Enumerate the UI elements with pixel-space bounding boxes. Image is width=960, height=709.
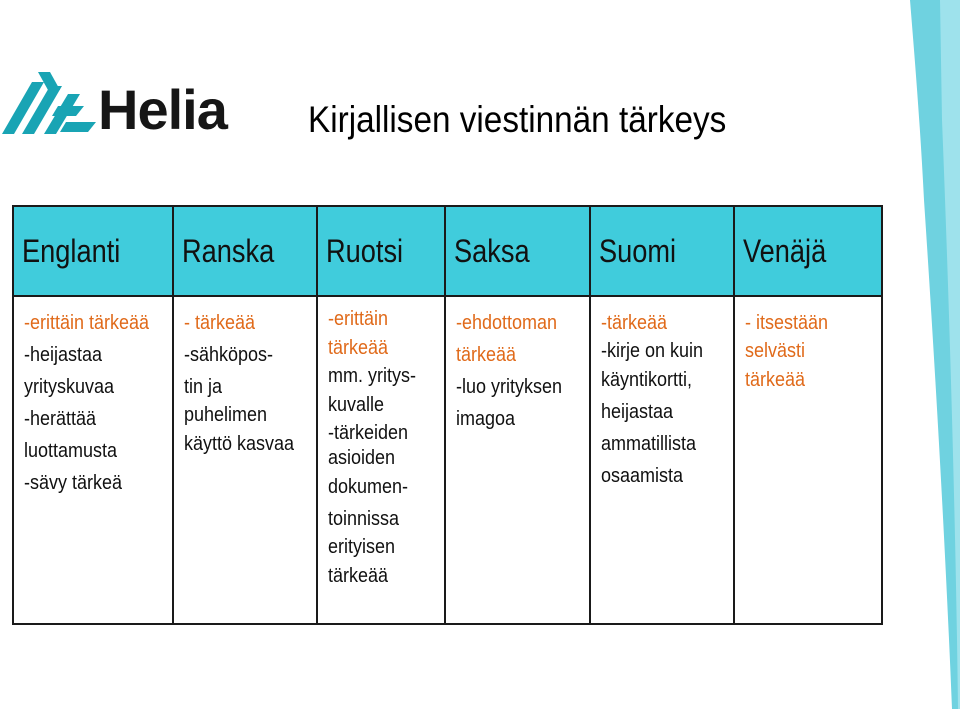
cell-text-line: -erittäin tärkeää <box>24 312 150 334</box>
cell-text-line: -herättää <box>24 408 97 430</box>
column-header: Venäjä <box>734 206 882 296</box>
cell-text-line: -luo yrityksen <box>456 376 563 398</box>
cell-text-line: tin ja <box>184 376 223 398</box>
cell-text-line: -tärkeää <box>601 312 668 334</box>
cell-text-line: osaamista <box>601 465 684 487</box>
side-decoration-band <box>880 0 960 709</box>
cell-text-line: -tärkeiden <box>328 422 409 444</box>
helia-logo-icon <box>0 68 100 148</box>
cell-text-line: selvästi <box>745 340 806 362</box>
cell-text-line: tärkeää <box>328 337 389 359</box>
cell-text-line: -sähköpos- <box>184 344 274 366</box>
cell-text-line: tärkeää <box>456 344 517 366</box>
table-cell <box>317 296 445 624</box>
cell-text-line: mm. yritys- <box>328 365 416 387</box>
cell-text-line: -kirje on kuin <box>601 340 704 362</box>
cell-text-line: -heijastaa <box>24 344 103 366</box>
table-header-row <box>13 206 882 296</box>
language-importance-table <box>12 205 883 625</box>
column-header: Ranska <box>173 206 317 296</box>
cell-text-line: - itsestään <box>745 312 829 334</box>
cell-text-line: asioiden <box>328 447 396 469</box>
table-cell <box>13 296 173 624</box>
cell-text-line: -ehdottoman <box>456 312 558 334</box>
table-cell <box>590 296 734 624</box>
cell-text-line: heijastaa <box>601 401 674 423</box>
cell-text-line: käyntikortti, <box>601 369 693 391</box>
cell-text-line: imagoa <box>456 408 516 430</box>
cell-text-line: puhelimen <box>184 404 268 426</box>
cell-text-line: - tärkeää <box>184 312 256 334</box>
page-title: Kirjallisen viestinnän tärkeys <box>308 99 727 140</box>
cell-text-line: ammatillista <box>601 433 697 455</box>
table-cell <box>173 296 317 624</box>
cell-text-line: yrityskuvaa <box>24 376 115 398</box>
cell-text-line: toinnissa <box>328 508 400 530</box>
column-header: Suomi <box>590 206 734 296</box>
cell-text-line: luottamusta <box>24 440 118 462</box>
cell-text-line: -erittäin <box>328 308 389 330</box>
column-header: Englanti <box>13 206 173 296</box>
cell-text-line: tärkeää <box>745 369 806 391</box>
table-cell <box>445 296 590 624</box>
cell-text-line: käyttö kasvaa <box>184 433 295 455</box>
column-header: Saksa <box>445 206 590 296</box>
column-header: Ruotsi <box>317 206 445 296</box>
table-cell <box>734 296 882 624</box>
cell-text-line: tärkeää <box>328 565 389 587</box>
cell-text-line: erityisen <box>328 536 396 558</box>
table-row <box>13 296 882 624</box>
cell-text-line: kuvalle <box>328 394 385 416</box>
cell-text-line: dokumen- <box>328 476 409 498</box>
helia-logo-text: Helia <box>98 78 227 141</box>
cell-text-line: -sävy tärkeä <box>24 472 123 494</box>
